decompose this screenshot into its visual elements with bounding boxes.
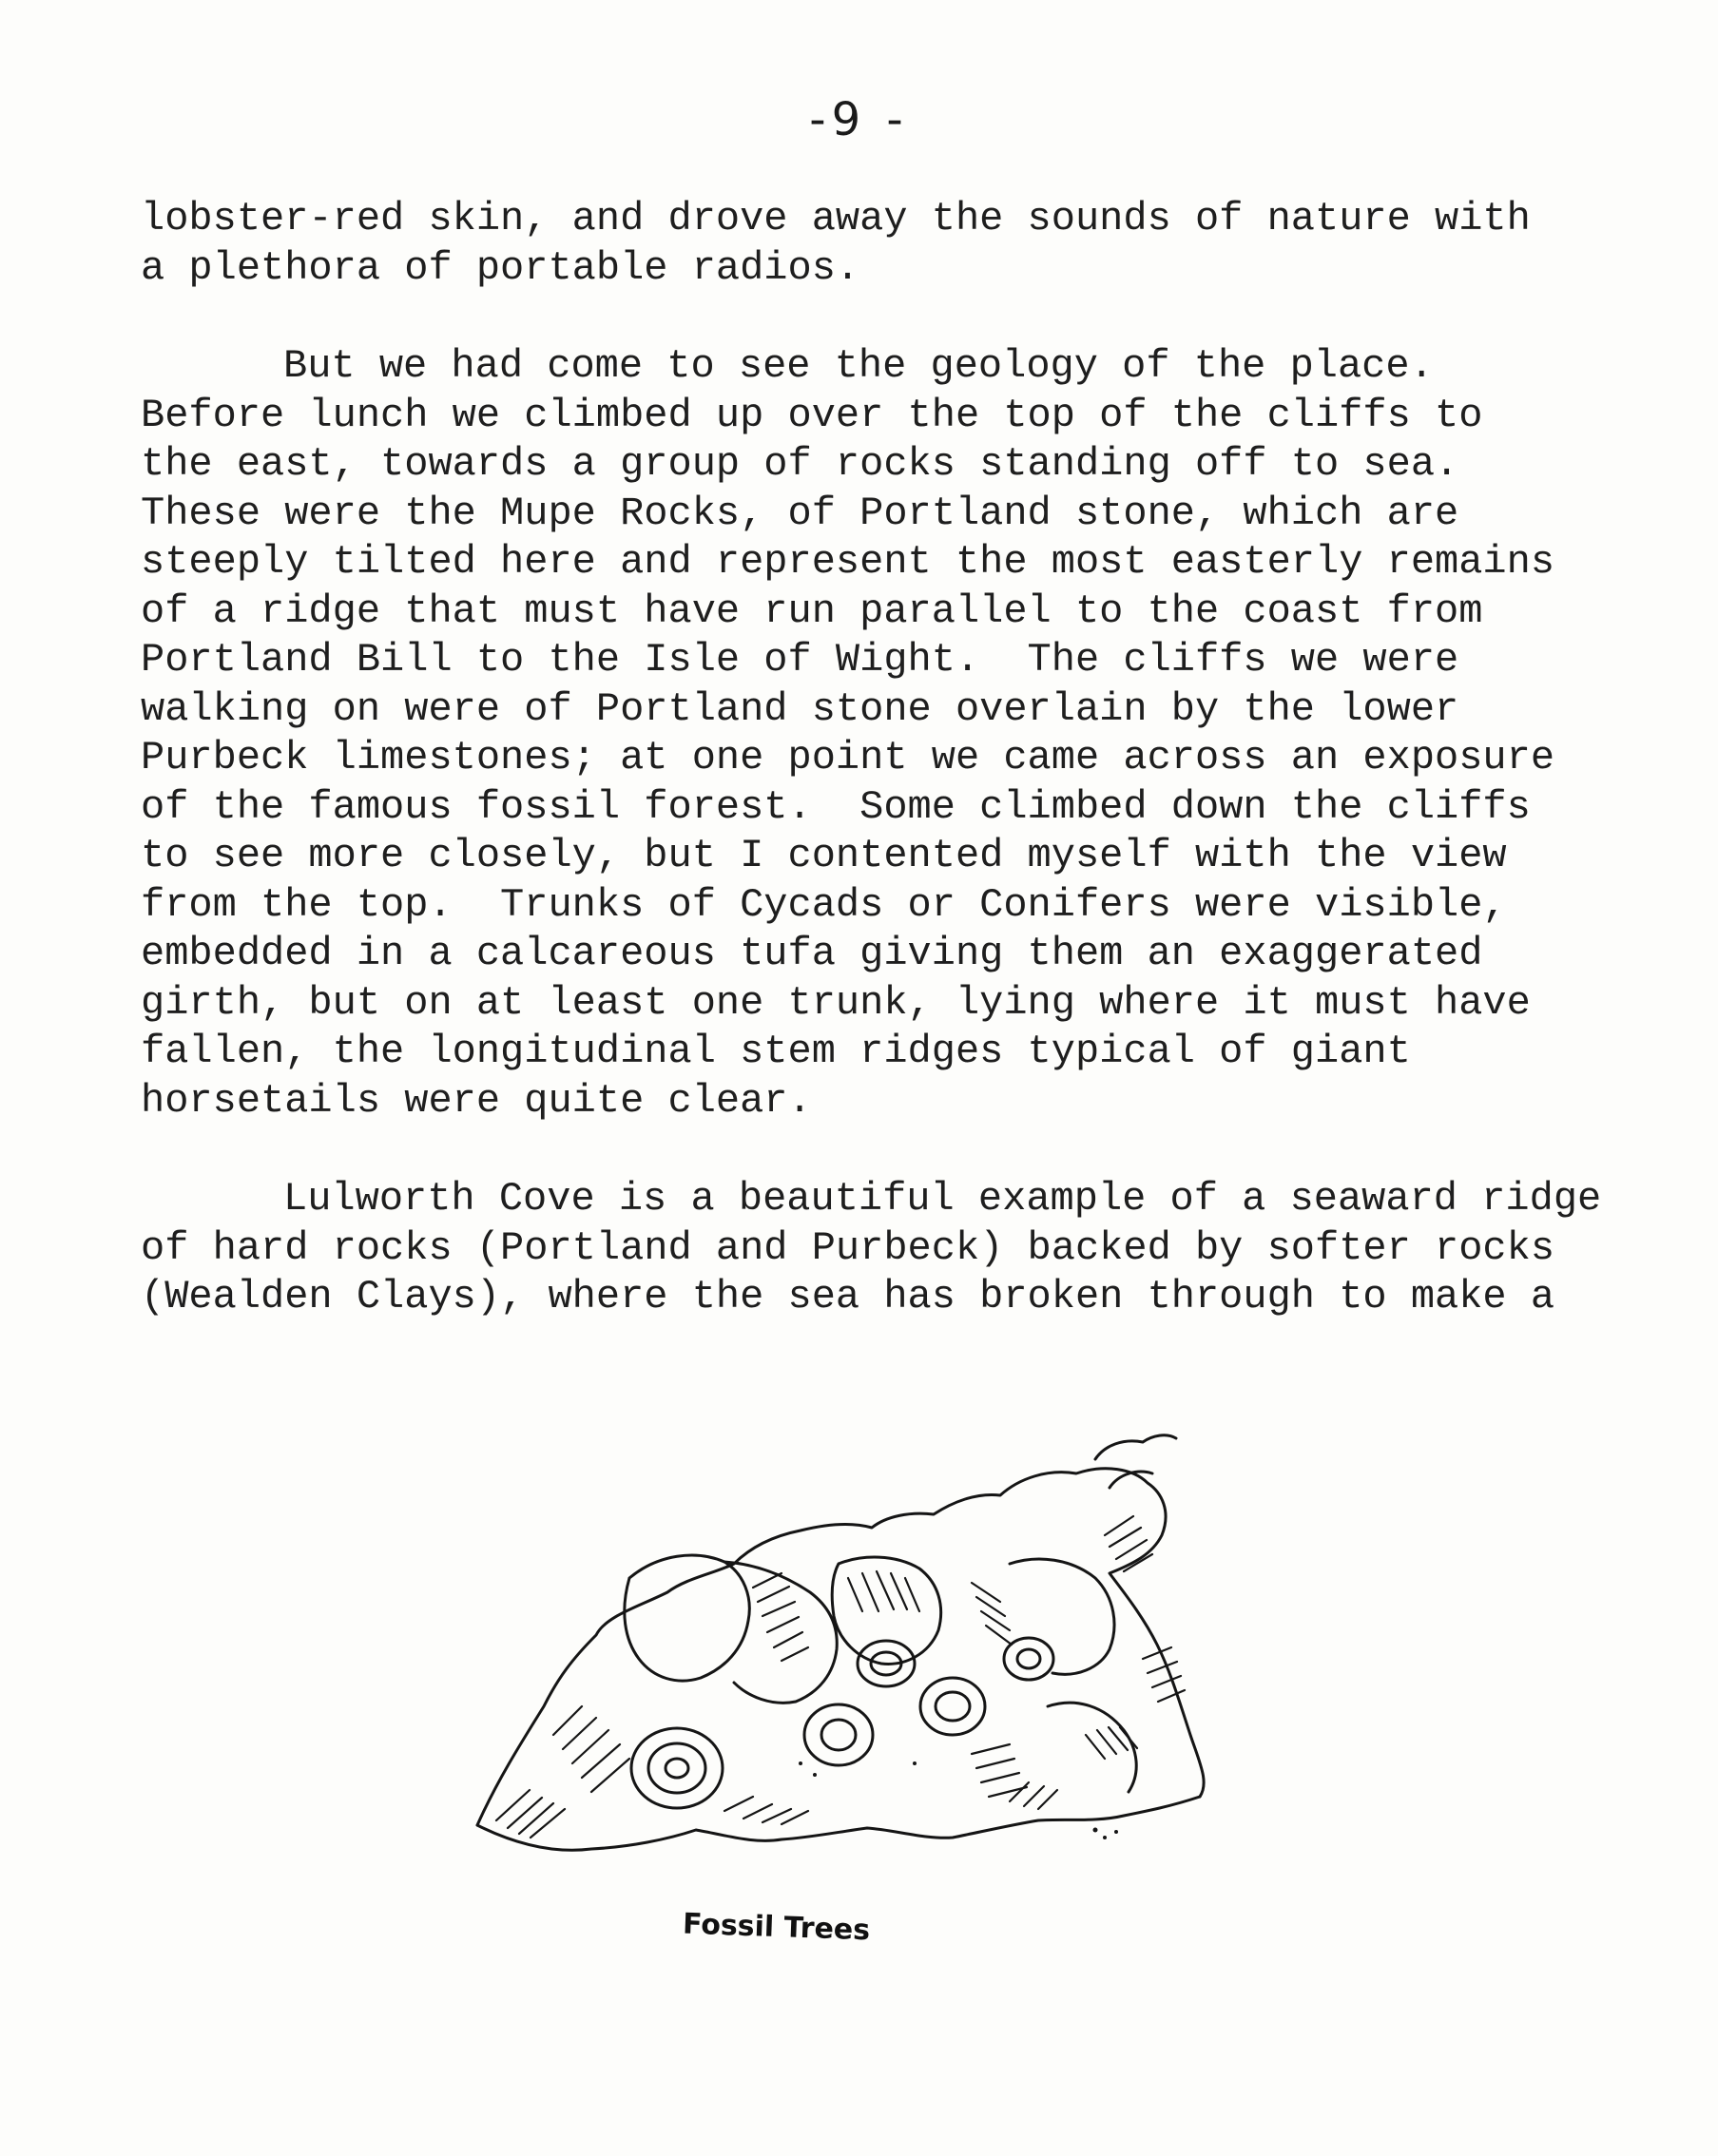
- fossil-ring: [648, 1743, 705, 1793]
- paragraph: [141, 195, 1624, 293]
- text-line: horsetails were quite clear.: [141, 1077, 812, 1124]
- text-line: fallen, the longitudinal stem ridges typical of giant: [141, 1029, 1411, 1074]
- text-line: girth, but on at least one trunk, lying where it must have: [141, 979, 1531, 1026]
- rock-outline: [1048, 1703, 1136, 1792]
- fossil-ring: [631, 1728, 723, 1808]
- text-line: the east, towards a group of rocks standing off to sea.: [141, 441, 1459, 487]
- trunk-outline: [625, 1555, 749, 1681]
- hatching: [1086, 1727, 1137, 1759]
- fossil-trees-drawing: [439, 1421, 1390, 1973]
- text-line: steeply tilted here and represent the most easterly remains: [141, 539, 1555, 585]
- fossil-trees-illustration: [439, 1421, 1390, 1973]
- paragraph: [141, 1175, 1624, 1322]
- body-text: [141, 195, 1624, 1372]
- rock-outline: [477, 1469, 1204, 1825]
- text-line: Purbeck limestones; at one point we came across an exposure: [141, 735, 1555, 780]
- hatching: [724, 1797, 808, 1824]
- hatching: [1105, 1516, 1152, 1571]
- text-line: Before lunch we climbed up over the top of the cliffs to: [141, 392, 1483, 438]
- hatching: [496, 1706, 629, 1838]
- text-line: But we had come to see the geology of the place.: [283, 343, 1434, 389]
- stipple: [813, 1773, 817, 1777]
- page-number: -9 -: [809, 93, 909, 146]
- stipple: [799, 1761, 802, 1765]
- text-line: of the famous fossil forest. Some climbed down the cliffs: [141, 783, 1531, 830]
- hatching: [1143, 1647, 1185, 1702]
- stipple: [1114, 1830, 1118, 1834]
- text-line: of a ridge that must have run parallel to the coast from: [141, 587, 1483, 634]
- rock-outline: [477, 1797, 1200, 1850]
- text-line: (Wealden Clays), where the sea has broken through to make a: [141, 1274, 1555, 1319]
- text-line: Lulworth Cove is a beautiful example of a seaward ridge: [283, 1176, 1602, 1222]
- text-line: lobster-red skin, and drove away the sounds of nature with: [141, 196, 1531, 241]
- text-line: from the top. Trunks of Cycads or Conifers were visible,: [141, 881, 1507, 928]
- text-line: Portland Bill to the Isle of Wight. The cliffs we were: [141, 637, 1459, 683]
- illustration-caption: Fossil Trees: [682, 1907, 871, 1948]
- fossil-ring: [936, 1692, 970, 1721]
- trunk-outline: [724, 1562, 837, 1703]
- text-line: walking on were of Portland stone overlain by the lower: [141, 685, 1459, 732]
- stipple: [1093, 1828, 1098, 1833]
- hatching: [1010, 1782, 1057, 1809]
- fossil-ring: [1017, 1649, 1040, 1668]
- text-line: embedded in a calcareous tufa giving them an exaggerated: [141, 931, 1483, 976]
- hatching: [848, 1571, 919, 1611]
- stipple: [913, 1761, 917, 1765]
- paragraph: [141, 342, 1624, 1126]
- text-line: a plethora of portable radios.: [141, 244, 860, 291]
- text-line: of hard rocks (Portland and Purbeck) backed by softer rocks: [141, 1224, 1555, 1271]
- fossil-ring: [821, 1720, 856, 1750]
- fossil-ring: [920, 1678, 985, 1735]
- text-line: to see more closely, but I contented myself with the view: [141, 833, 1507, 878]
- hatching: [972, 1744, 1027, 1797]
- stipple: [1103, 1836, 1107, 1839]
- text-line: These were the Mupe Rocks, of Portland stone, which are: [141, 490, 1459, 536]
- fossil-ring: [666, 1759, 688, 1778]
- hatching: [972, 1583, 1012, 1645]
- fossil-ring: [804, 1704, 873, 1765]
- rock-outline: [1010, 1559, 1114, 1674]
- rock-fragment: [1095, 1435, 1176, 1459]
- trunk-outline: [832, 1557, 940, 1664]
